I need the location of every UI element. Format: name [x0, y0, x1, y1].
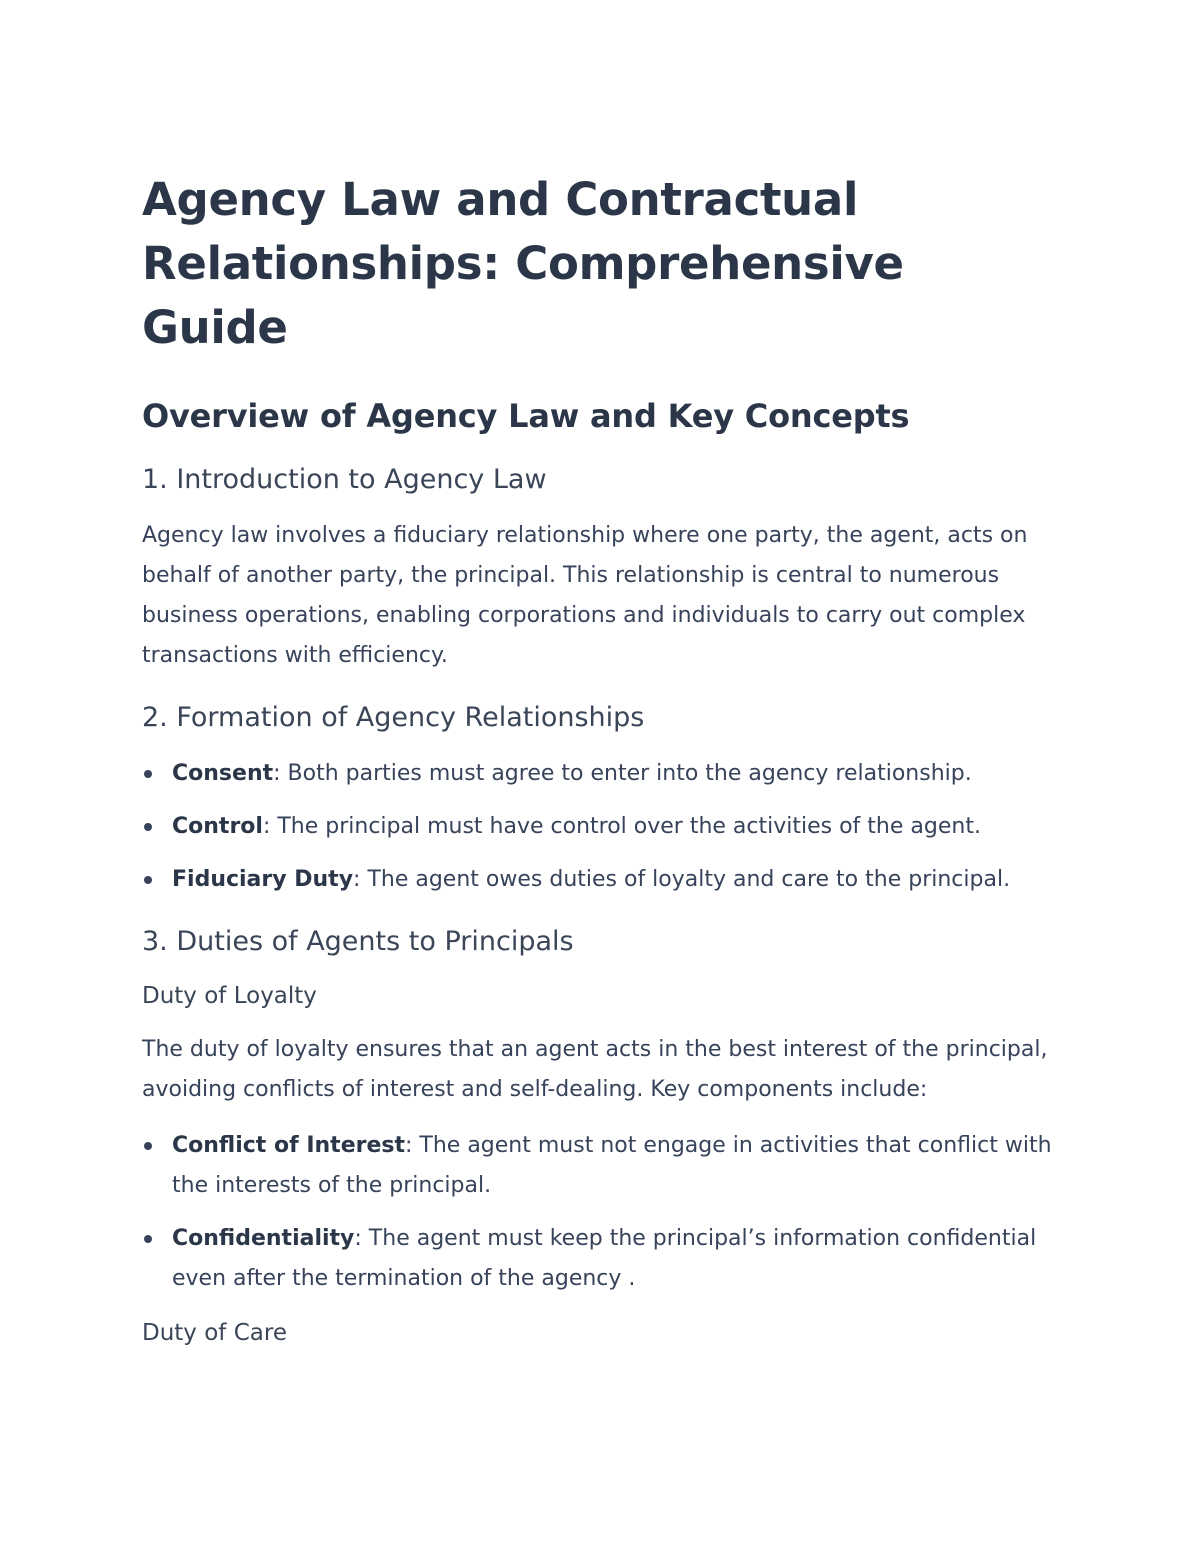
section-1-paragraph: Agency law involves a fiduciary relationship where one party, the agent, acts on behalf of another party, the principal. This relationship is central to numerous business operations, enabling corporations and individuals to carry out complex transactions with efficiency.: [142, 523, 1028, 668]
loyalty-list: [142, 1126, 1060, 1299]
bullet-icon: [144, 770, 152, 778]
list-item: [142, 1126, 1060, 1206]
document-title: Agency Law and Contractual Relationships: Comprehensive Guide: [142, 173, 904, 354]
list-item: [142, 807, 1060, 847]
list-item-text: : The agent owes duties of loyalty and care to the principal.: [353, 867, 1011, 892]
formation-list: [142, 754, 1060, 900]
list-item-term: Confidentiality: [172, 1226, 355, 1251]
duty-of-loyalty-paragraph: The duty of loyalty ensures that an agent acts in the best interest of the principal, avoiding conflicts of interest and self-dealing. Key components include:: [142, 1037, 1048, 1102]
bullet-icon: [144, 823, 152, 831]
duty-of-care-heading: Duty of Care: [142, 1320, 287, 1346]
list-item-text: : Both parties must agree to enter into the agency relationship.: [273, 761, 972, 786]
list-item-text: : The agent must keep the principal’s information confidential even after the termination of the agency .: [172, 1226, 1037, 1291]
list-item-term: Control: [172, 814, 263, 839]
list-item: [142, 1219, 1060, 1299]
list-item-text: : The agent must not engage in activities that conflict with the interests of the principal.: [172, 1133, 1052, 1198]
duty-of-loyalty-heading: Duty of Loyalty: [142, 983, 317, 1009]
section-1-heading: 1. Introduction to Agency Law: [142, 464, 547, 495]
list-item: [142, 754, 1060, 794]
list-item: [142, 860, 1060, 900]
overview-heading: Overview of Agency Law and Key Concepts: [142, 397, 910, 435]
section-3-heading: 3. Duties of Agents to Principals: [142, 926, 574, 957]
bullet-icon: [144, 1235, 152, 1243]
list-item-term: Consent: [172, 761, 274, 786]
section-2-heading: 2. Formation of Agency Relationships: [142, 702, 645, 733]
bullet-icon: [144, 876, 152, 884]
list-item-text: : The principal must have control over the activities of the agent.: [262, 814, 981, 839]
list-item-term: Fiduciary Duty: [172, 867, 354, 892]
bullet-icon: [144, 1142, 152, 1150]
list-item-term: Conflict of Interest: [172, 1133, 405, 1158]
